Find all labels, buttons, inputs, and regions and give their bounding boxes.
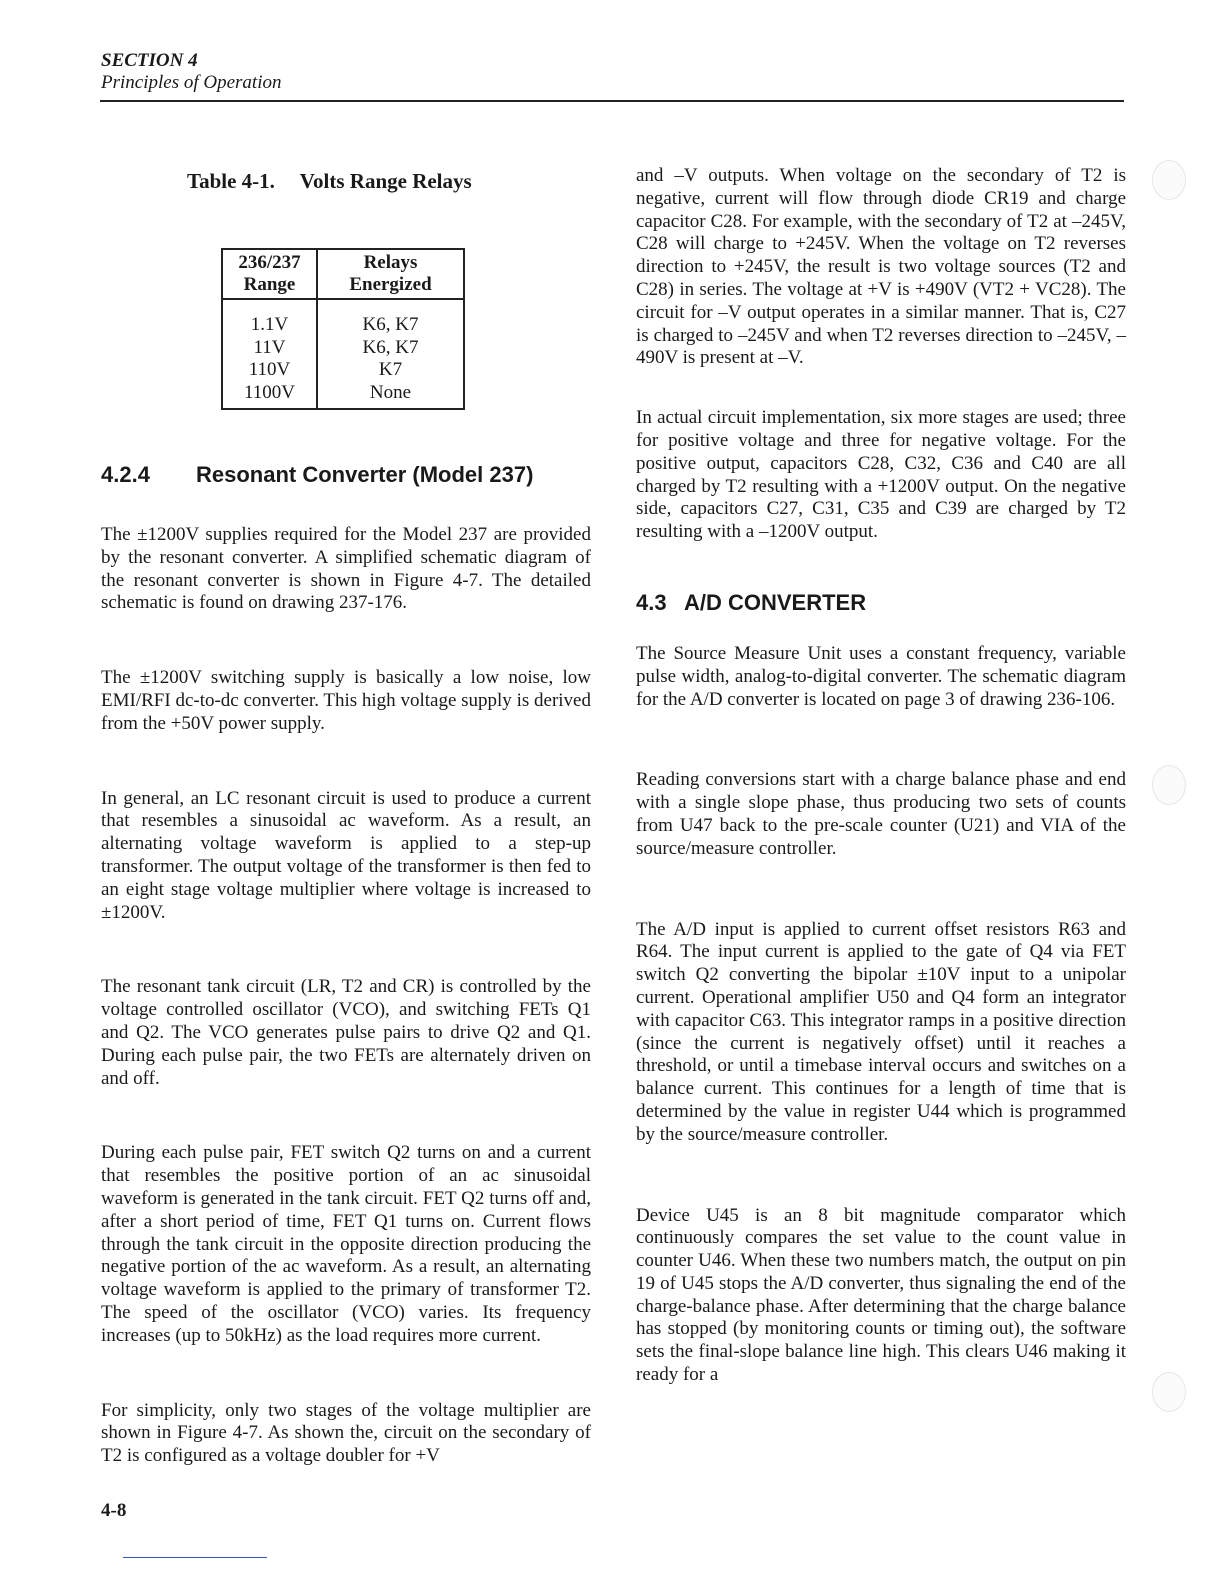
paragraph: The A/D input is applied to current offset resistors R63 and R64. The input current is applied to the gate of Q4 via FET switch Q2 converting the bipolar ±10V input to a unipolar current. Operational amplifier U50 and Q4 form an integrator with capacitor C63. This integrator ramps in a positive direction (since the current is negatively offset) until it reaches a threshold, or until a timebase interval occurs and switches on a balance current. This continues for a length of time that is determined by the value in register U44 which is programmed by the source/measure controller.: [636, 918, 1126, 1145]
table-body-row: [222, 299, 464, 409]
punch-hole: [1152, 160, 1186, 200]
paragraph: For simplicity, only two stages of the voltage multiplier are shown in Figure 4-7. As shown the, circuit on the secondary of T2 is configured as a voltage doubler for +V: [101, 1399, 591, 1467]
running-header: [101, 50, 281, 94]
section-subtitle: Principles of Operation: [101, 72, 282, 93]
punch-hole: [1152, 1372, 1186, 1412]
paragraph: In actual circuit implementation, six more stages are used; three for positive voltage and three for negative voltage. For the positive output, capacitors C28, C32, C36 and C40 are all charged by T2 resulting with a +1200V output. On the negative side, capacitors C27, C31, C35 and C39 are charged by T2 resulting with a –1200V output.: [636, 407, 1126, 543]
page-number: 4-8: [101, 1500, 127, 1521]
punch-hole: [1152, 765, 1186, 805]
paragraph: Device U45 is an 8 bit magnitude comparator which continuously compares the set value to the count value in counter U46. When these two numbers match, the output on pin 19 of U45 stops the A/D converter, thus signaling the end of the charge-balance phase. After determining that the charge balance has stopped (by monitoring counts or timing out), the software sets the final-slope balance line high. This clears U46 making it ready for a: [636, 1204, 1126, 1386]
right-column: [636, 165, 1126, 1387]
paragraph: During each pulse pair, FET switch Q2 turns on and a current that resembles the positive portion of an ac sinusoidal waveform is generated in the tank circuit. FET Q2 turns off and, after a short period of time, FET Q1 turns on. Current flows through the tank circuit in the opposite direction producing the negative portion of the ac waveform. As a result, an alternating voltage waveform is applied to the primary of transformer T2. The speed of the oscillator (VCO) varies. Its frequency increases (up to 50kHz) as the load requires more current.: [101, 1142, 591, 1346]
section-heading-4-2-4: 4.2.4 Resonant Converter (Model 237): [101, 462, 534, 487]
table-number: Table 4-1.: [187, 169, 275, 193]
range-cell: 1.1V 11V 110V 1100V: [222, 299, 317, 409]
col-header-relays: Relays Energized: [317, 249, 464, 299]
paragraph: Reading conversions start with a charge balance phase and end with a single slope phase, thus producing two sets of counts from U47 back to the pre-scale counter (U21) and VIA of the source/measure controller.: [636, 769, 1126, 859]
paragraph: The ±1200V supplies required for the Model 237 are provided by the resonant converter. A simplified schematic diagram of the resonant converter is shown in Figure 4-7. The detailed schematic is found on drawing 237-176.: [101, 524, 591, 614]
left-column: [101, 165, 591, 1468]
table-header-row: [222, 249, 464, 299]
relays-cell: K6, K7 K6, K7 K7 None: [317, 299, 464, 409]
section-heading-4-3: 4.3 A/D CONVERTER: [636, 589, 867, 615]
table-title: Volts Range Relays: [299, 169, 472, 193]
paragraph: The resonant tank circuit (LR, T2 and CR) is controlled by the voltage controlled oscillator (VCO), and switching FETs Q1 and Q2. The VCO generates pulse pairs to drive Q2 and Q1. During each pulse pair, the two FETs are alternately driven on and off.: [101, 976, 591, 1089]
col-header-range: 236/237 Range: [222, 249, 317, 299]
section-label: SECTION 4: [101, 50, 198, 71]
bottom-line-mark: [123, 1557, 267, 1558]
paragraph: and –V outputs. When voltage on the secondary of T2 is negative, current will flow through diode CR19 and charge capacitor C28. For example, with the secondary of T2 at –245V, C28 will charge to +245V. When the voltage on T2 reverses direction to +245V, the result is two voltage sources (T2 and C28) in series. The voltage at +V is +490V (VT2 + VC28). The circuit for –V output operates in a similar manner. That is, C27 is charged to –245V and when T2 reverses direction to –245V, –490V is present at –V.: [636, 165, 1126, 369]
paragraph: The Source Measure Unit uses a constant frequency, variable pulse width, analog-to-digital converter. The schematic diagram for the A/D converter is located on page 3 of drawing 236-106.: [636, 642, 1126, 710]
table-caption: [187, 169, 591, 194]
paragraph: The ±1200V switching supply is basically a low noise, low EMI/RFI dc-to-dc converter. This high voltage supply is derived from the +50V power supply.: [101, 667, 591, 734]
header-rule: [100, 100, 1124, 102]
paragraph: In general, an LC resonant circuit is used to produce a current that resembles a sinusoidal ac waveform. As a result, an alternating voltage waveform is applied to a step-up transformer. The output voltage of the transformer is then fed to an eight stage voltage multiplier where voltage is increased to ±1200V.: [101, 787, 591, 923]
volts-range-relays-table: [221, 248, 465, 410]
